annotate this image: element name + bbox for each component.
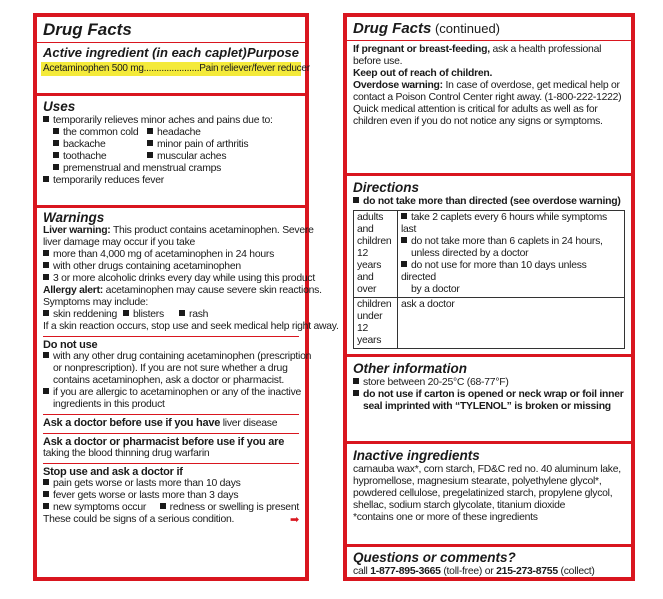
stop-use-item: pain gets worse or lasts more than 10 days	[53, 478, 241, 489]
uses-section	[37, 93, 305, 199]
drug-facts-left-panel	[33, 13, 339, 581]
inactive-ingredients-line: *contains one or more of these ingredients	[353, 512, 538, 523]
inactive-ingredients-line: shellac, sodium starch glycolate, titanium dioxide	[353, 500, 566, 511]
other-info-item: seal imprinted with “TYLENOL” is broken or missing	[363, 401, 611, 412]
drug-facts-title: Drug Facts	[43, 20, 132, 39]
use-item-fever: temporarily reduces fever	[53, 175, 164, 186]
serious-condition-text: These could be signs of a serious condition.	[43, 514, 235, 525]
adult-label: and over	[357, 272, 377, 295]
inactive-ingredients-line: hypromellose, magnesium stearate, polyethylene glycol*,	[353, 476, 602, 487]
use-item: toothache	[63, 151, 107, 162]
purpose-heading: Purpose	[246, 45, 299, 60]
other-info-item: do not use if carton is opened or neck wrap or foil inner	[363, 389, 624, 400]
drug-facts-right-panel	[343, 13, 635, 581]
child-direction: ask a doctor	[400, 299, 455, 310]
symptom-item: blisters	[133, 309, 164, 320]
symptom-item: skin reddening	[53, 309, 118, 320]
adult-direction-item: do not use for more than 10 days unless directed	[400, 260, 587, 283]
adult-direction-item: take 2 caplets every 6 hours while symptoms last	[400, 212, 607, 235]
directions-adult-row	[354, 211, 625, 298]
phone-collect[interactable]: 215-273-8755	[496, 566, 558, 577]
adult-label: and	[357, 224, 374, 235]
pregnant-text: ask a health professional	[489, 44, 602, 55]
directions-child-row	[354, 298, 625, 349]
pregnant-label: If pregnant or breast-feeding,	[353, 44, 490, 55]
uses-intro: temporarily relieves minor aches and pains due to:	[53, 115, 273, 126]
ask-pharmacist-text: taking the blood thinning drug warfarin	[43, 448, 210, 459]
use-item: headache	[157, 127, 201, 138]
overdose-warning-text: children even if you do not notice any signs or symptoms.	[353, 116, 603, 127]
ask-doctor-heading: Ask a doctor before use if you have	[43, 417, 221, 429]
adult-label: children	[357, 236, 392, 247]
liver-warning-item: 3 or more alcoholic drinks every day while using this product	[53, 273, 315, 284]
overdose-warning-text: contact a Poison Control Center right away. (1-800-222-1222)	[353, 92, 622, 103]
drug-facts-continued-title: Drug Facts	[353, 20, 432, 37]
do-not-use-item: contains acetaminophen, ask a doctor or pharmacist.	[53, 375, 284, 386]
directions-warning: do not take more than directed (see overdose warning)	[363, 196, 621, 207]
inactive-ingredients-heading: Inactive ingredients	[353, 448, 480, 463]
do-not-use-heading: Do not use	[43, 339, 98, 351]
call-label: call	[353, 566, 371, 577]
symptom-item: rash	[189, 309, 209, 320]
liver-warning-item: more than 4,000 mg of acetaminophen in 24 hours	[53, 249, 275, 260]
liver-warning-label: Liver warning:	[43, 225, 111, 236]
other-information-heading: Other information	[353, 361, 467, 376]
child-label: under	[357, 311, 383, 322]
inactive-ingredients-line: powdered cellulose, pregelatinized starch, propylene glycol,	[353, 488, 613, 499]
toll-free-label: (toll-free) or	[440, 566, 497, 577]
pregnant-text: before use.	[353, 56, 403, 67]
inactive-ingredients-section	[347, 441, 631, 537]
adult-label: adults	[357, 212, 384, 223]
continued-header-section	[347, 17, 631, 165]
adult-direction-item: unless directed by a doctor	[410, 248, 529, 259]
warnings-heading: Warnings	[43, 210, 105, 225]
liver-warning-text: This product contains acetaminophen. Severe	[110, 225, 314, 236]
directions-table	[353, 210, 625, 349]
use-item: minor pain of arthritis	[157, 139, 249, 150]
stop-use-item: new symptoms occur	[53, 502, 147, 513]
drug-facts-header-section	[37, 17, 310, 84]
stop-use-heading: Stop use and ask a doctor if	[43, 466, 183, 478]
active-ingredient-line: Acetaminophen 500 mg......................Pain reliever/fever reducer	[43, 63, 310, 74]
child-label: children	[357, 299, 392, 310]
inactive-ingredients-line: carnauba wax*, corn starch, FD&C red no. 40 aluminum lake,	[353, 464, 621, 475]
use-item: the common cold	[63, 127, 139, 138]
adult-direction-item: do not take more than 6 caplets in 24 hours,	[410, 236, 603, 247]
uses-heading: Uses	[43, 99, 76, 114]
do-not-use-item: with any other drug containing acetaminophen (prescription	[53, 351, 312, 362]
adult-direction-item: by a doctor	[410, 284, 460, 295]
allergy-alert-label: Allergy alert:	[43, 285, 104, 296]
liver-warning-item: with other drugs containing acetaminophen	[53, 261, 241, 272]
overdose-warning-text: In case of overdose, get medical help or	[442, 80, 620, 91]
stop-use-item: redness or swelling is present	[169, 502, 299, 513]
phone-toll-free[interactable]: 1-877-895-3665	[370, 566, 441, 577]
overdose-warning-label: Overdose warning:	[353, 80, 443, 91]
directions-section	[347, 173, 631, 347]
allergy-alert-text: acetaminophen may cause severe skin reactions.	[103, 285, 322, 296]
use-item: muscular aches	[157, 151, 227, 162]
collect-label: (collect)	[557, 566, 595, 577]
warnings-section	[37, 205, 339, 581]
do-not-use-item: ingredients in this product	[53, 399, 165, 410]
do-not-use-item: if you are allergic to acetaminophen or any of the inactive	[53, 387, 302, 398]
directions-heading: Directions	[353, 180, 420, 195]
questions-section	[347, 544, 631, 581]
use-item: premenstrual and menstrual cramps	[63, 163, 222, 174]
other-information-section	[347, 354, 631, 434]
stop-use-item: fever gets worse or lasts more than 3 days	[53, 490, 239, 501]
do-not-use-item: or nonprescription). If you are not sure whether a drug	[53, 363, 288, 374]
use-item: backache	[63, 139, 106, 150]
symptoms-label: Symptoms may include:	[43, 297, 149, 308]
ask-doctor-text: liver disease	[220, 418, 278, 429]
liver-warning-text: liver damage may occur if you take	[43, 237, 196, 248]
adult-label: 12 years	[357, 248, 382, 271]
questions-heading: Questions or comments?	[353, 550, 516, 565]
continued-suffix: (continued)	[431, 21, 501, 36]
ask-pharmacist-heading: Ask a doctor or pharmacist before use if you are	[43, 436, 285, 448]
active-ingredient-heading: Active ingredient (in each caplet)	[43, 45, 247, 60]
skin-reaction-text: If a skin reaction occurs, stop use and seek medical help right away.	[43, 321, 339, 332]
child-label: 12 years	[357, 323, 382, 346]
overdose-warning-text: Quick medical attention is critical for adults as well as for	[353, 104, 598, 115]
keep-out-of-reach: Keep out of reach of children.	[353, 68, 493, 79]
other-info-item: store between 20-25°C (68-77°F)	[363, 377, 509, 388]
continue-arrow-icon: ➡	[290, 514, 299, 526]
